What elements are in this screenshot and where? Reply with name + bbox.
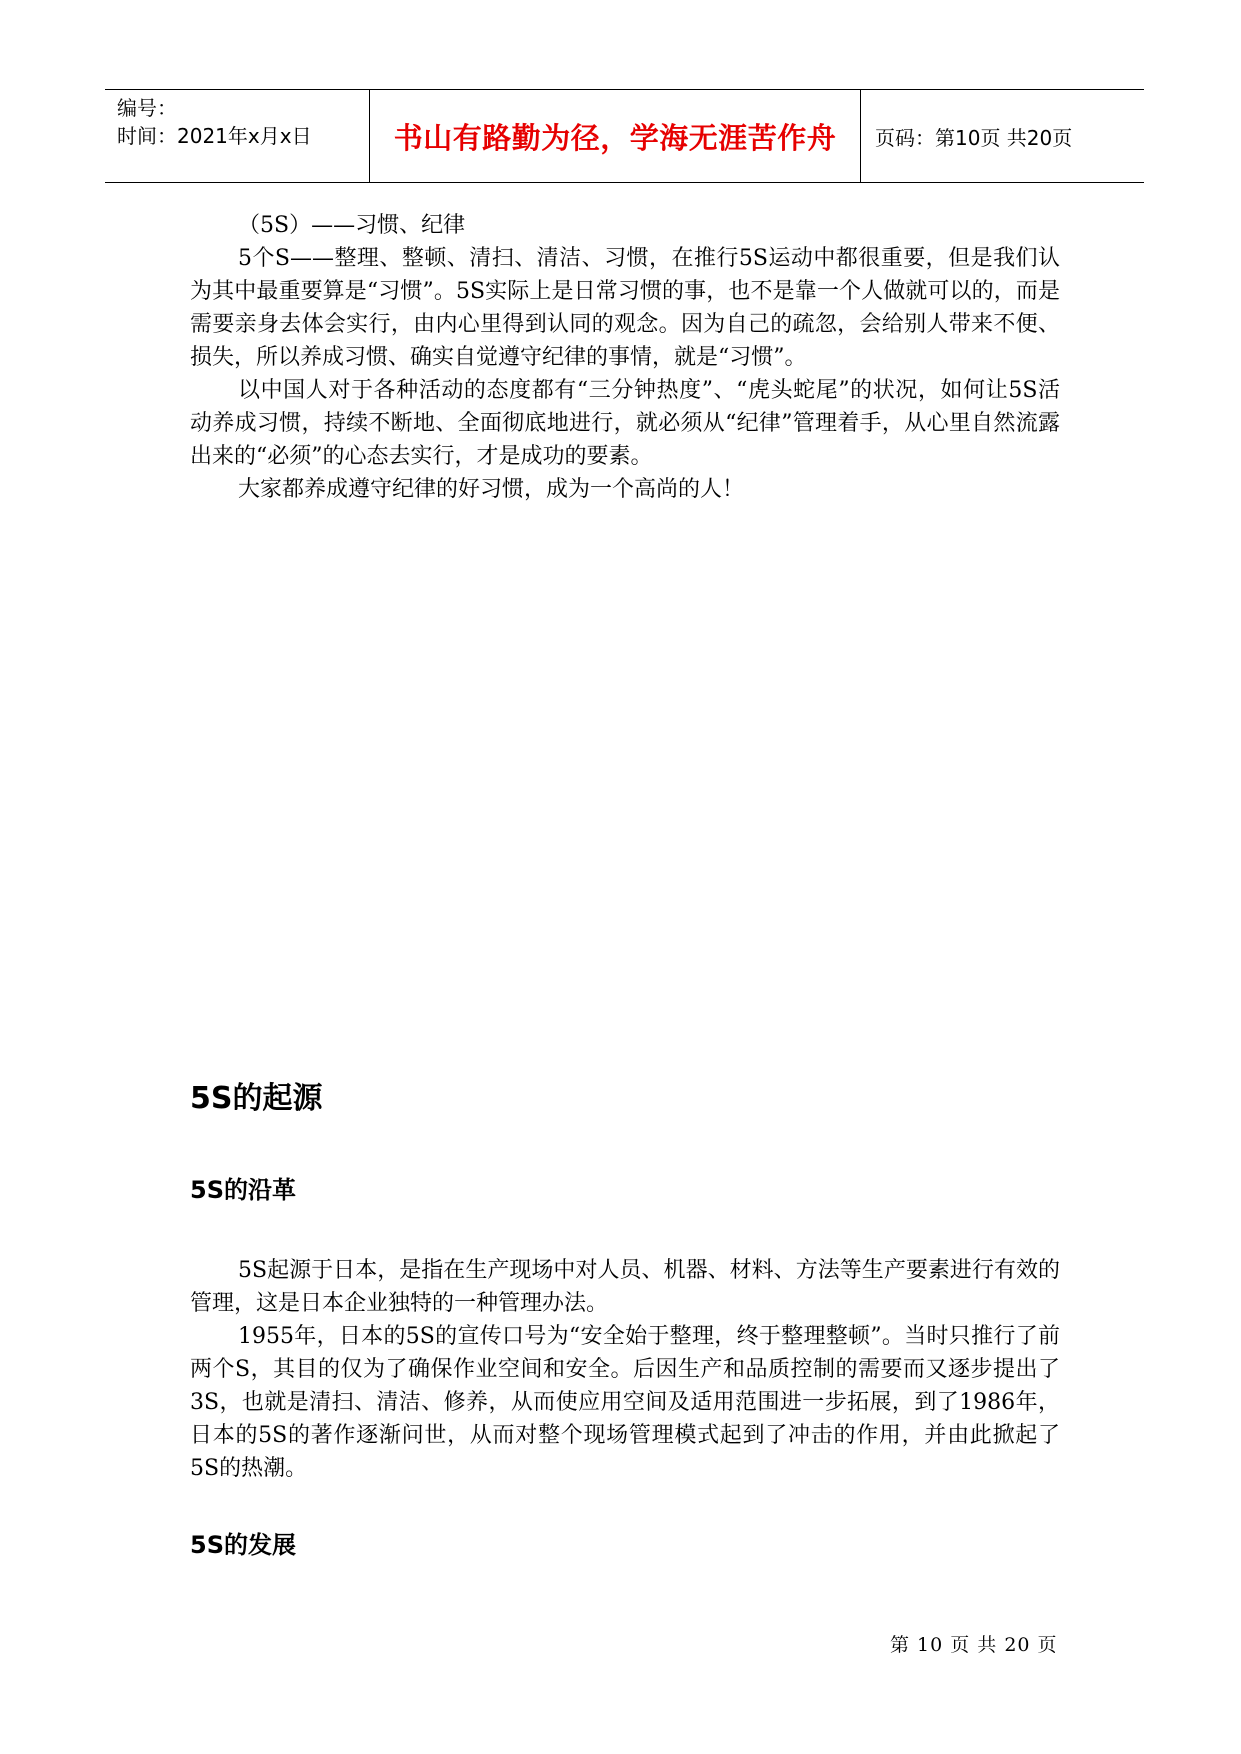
header-motto-cell: [370, 90, 861, 182]
time-label: 时间：2021年x月x日: [117, 124, 312, 148]
history-paragraph-2: 1955年，日本的5S的宣传口号为“安全始于整理，终于整理整顿”。当时只推行了前两个S，其目的仅为了确保作业空间和安全。后因生产和品质控制的需要而又逐步提出了3S，也就是清扫、清洁、修养，从而使应用空间及适用范围进一步拓展，到了1986年，日本的5S的著作逐渐问世，从而对整个现场管理模式起到了冲击的作用，并由此掀起了5S的热潮。: [190, 1324, 1060, 1481]
habit-title-line: （5S）——习惯、纪律: [238, 213, 466, 238]
habit-paragraph-3: 大家都养成遵守纪律的好习惯，成为一个高尚的人！: [238, 477, 745, 502]
habit-paragraph-1: 5个S——整理、整顿、清扫、清洁、习惯，在推行5S运动中都很重要，但是我们认为其中最重要算是“习惯”。5S实际上是日常习惯的事，也不是靠一个人做就可以的，而是需要亲身去体会实行，由内心里得到认同的观念。因为自己的疏忽，会给别人带来不便、损失，所以养成习惯、确实自觉遵守纪律的事情，就是“习惯”。: [190, 246, 1060, 370]
header-left-cell: [105, 90, 370, 182]
number-label: 编号：: [117, 96, 177, 120]
habit-paragraph-2: 以中国人对于各种活动的态度都有“三分钟热度”、“虎头蛇尾”的状况，如何让5S活动养成习惯，持续不断地、全面彻底地进行，就必须从“纪律”管理着手，从心里自然流露出来的“必须”的心态去实行，才是成功的要素。: [190, 378, 1060, 469]
development-heading: 5S的发展: [190, 1531, 296, 1559]
history-section: [190, 1254, 1060, 1485]
footer-page-number: 第 10 页 共 20 页: [890, 1634, 1058, 1656]
page-info: 页码：第10页 共20页: [875, 125, 1073, 150]
header-table: [105, 89, 1144, 183]
history-paragraph-1: 5S起源于日本，是指在生产现场中对人员、机器、材料、方法等生产要素进行有效的管理，这是日本企业独特的一种管理办法。: [190, 1258, 1060, 1316]
header-right-cell: [861, 90, 1144, 182]
motto-text: 书山有路勤为径，学海无涯苦作舟: [393, 120, 837, 155]
origin-heading: 5S的起源: [190, 1081, 323, 1116]
history-heading: 5S的沿革: [190, 1176, 296, 1204]
habit-section: [190, 209, 1060, 506]
